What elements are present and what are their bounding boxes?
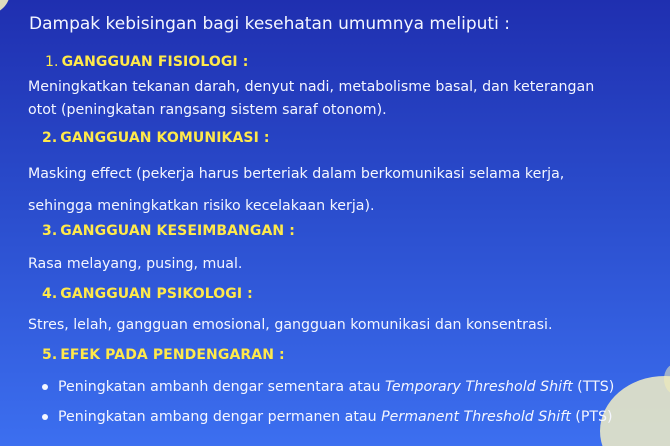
- body-line: Masking effect (pekerja harus berteriak dalam berkomunikasi selama kerja,: [28, 166, 565, 182]
- section-title: GANGGUAN FISIOLOGI :: [61, 54, 249, 70]
- section-number: 5.: [42, 347, 58, 363]
- bullet-term: Permanent Threshold Shift: [381, 409, 571, 425]
- section-number: 2.: [42, 130, 58, 146]
- body-line: Meningkatkan tekanan darah, denyut nadi, metabolisme basal, dan keterangan: [28, 79, 595, 95]
- section-body-komunikasi: [28, 158, 564, 222]
- list-item: [42, 376, 614, 406]
- section-heading-komunikasi: [42, 130, 270, 146]
- section-title: GANGGUAN KOMUNIKASI :: [60, 130, 270, 146]
- section-heading-psikologi: [42, 286, 253, 302]
- section-body-psikologi: [28, 314, 553, 337]
- section-heading-keseimbangan: [42, 223, 295, 239]
- section-number: 1.: [45, 54, 59, 70]
- section-body-fisiologi: [28, 76, 594, 122]
- section-heading-fisiologi: [45, 54, 248, 70]
- section-title: GANGGUAN PSIKOLOGI :: [60, 286, 253, 302]
- section-heading-pendengaran: [42, 347, 285, 363]
- section-number: 3.: [42, 223, 58, 239]
- decorative-circle-top-left: [0, 0, 10, 14]
- hearing-effects-list: [42, 376, 614, 436]
- bullet-text: Peningkatan ambang dengar permanen atau: [58, 409, 382, 425]
- section-body-keseimbangan: [28, 253, 242, 276]
- body-line: sehingga meningkatkan risiko kecelakaan kerja).: [28, 198, 375, 214]
- intro-text: Dampak kebisingan bagi kesehatan umumnya meliputi :: [29, 14, 510, 34]
- bullet-abbrev: (TTS): [572, 379, 615, 395]
- body-line: Stres, lelah, gangguan emosional, gangguan komunikasi dan konsentrasi.: [28, 317, 553, 333]
- bullet-text: Peningkatan ambanh dengar sementara atau: [58, 379, 386, 395]
- body-line: otot (peningkatan rangsang sistem saraf otonom).: [28, 102, 387, 118]
- body-line: Rasa melayang, pusing, mual.: [28, 256, 243, 272]
- list-item: [42, 406, 614, 436]
- bullet-abbrev: (PTS): [570, 409, 613, 425]
- section-title: GANGGUAN KESEIMBANGAN :: [60, 223, 295, 239]
- bullet-term: Temporary Threshold Shift: [385, 379, 573, 395]
- section-number: 4.: [42, 286, 58, 302]
- section-title: EFEK PADA PENDENGARAN :: [60, 347, 285, 363]
